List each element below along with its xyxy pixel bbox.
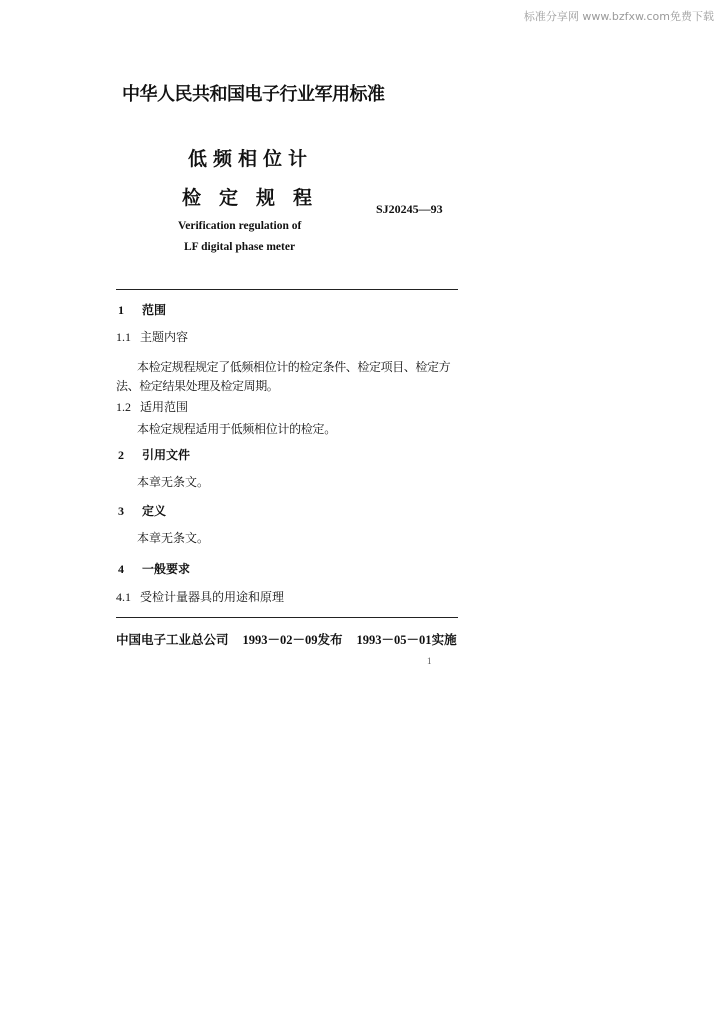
paragraph-scope-line2: 法、检定结果处理及检定周期。 bbox=[116, 379, 279, 393]
document-title-line1: 低频相位计 bbox=[188, 148, 314, 170]
section-number: 4 bbox=[118, 562, 124, 576]
effective-date: 1993－05－01 bbox=[356, 633, 432, 647]
issue-footer bbox=[116, 630, 457, 648]
section-label: 范围 bbox=[142, 303, 167, 317]
section-label: 引用文件 bbox=[142, 448, 191, 462]
english-title-line2: LF digital phase meter bbox=[184, 241, 296, 253]
section-heading-1 bbox=[118, 301, 166, 318]
section-number: 2 bbox=[118, 448, 124, 462]
subsection-heading-1-1 bbox=[116, 328, 188, 345]
section-heading-3 bbox=[118, 502, 166, 519]
document-title-line2: 检定规程 bbox=[182, 187, 331, 209]
section-number: 1.2 bbox=[116, 400, 131, 414]
bottom-divider bbox=[116, 617, 458, 618]
section-number: 1 bbox=[118, 303, 124, 317]
paragraph-applicability: 本检定规程适用于低频相位计的检定。 bbox=[137, 422, 336, 436]
section-label: 受检计量器具的用途和原理 bbox=[140, 590, 285, 604]
section-number: 1.1 bbox=[116, 330, 131, 344]
english-title-line1: Verification regulation of bbox=[178, 220, 302, 232]
issuer-name: 中国电子工业总公司 bbox=[116, 632, 229, 647]
standard-number: SJ20245—93 bbox=[376, 202, 443, 216]
paragraph-references: 本章无条文。 bbox=[137, 475, 210, 489]
section-label: 一般要求 bbox=[142, 562, 191, 576]
issue-date: 1993－02－09 bbox=[242, 633, 318, 647]
standard-category-heading: 中华人民共和国电子行业军用标准 bbox=[122, 84, 385, 105]
section-heading-4 bbox=[118, 560, 190, 577]
section-label: 适用范围 bbox=[140, 400, 189, 414]
issue-label: 发布 bbox=[317, 632, 343, 647]
section-heading-2 bbox=[118, 446, 190, 463]
top-divider bbox=[116, 289, 458, 290]
watermark: 标准分享网 www.bzfxw.com免费下载 bbox=[523, 10, 714, 23]
subsection-heading-1-2 bbox=[116, 398, 188, 415]
effective-label: 实施 bbox=[431, 632, 457, 647]
subsection-heading-4-1 bbox=[116, 588, 284, 605]
section-number: 4.1 bbox=[116, 590, 131, 604]
section-label: 主题内容 bbox=[140, 330, 189, 344]
section-number: 3 bbox=[118, 504, 124, 518]
section-label: 定义 bbox=[142, 504, 167, 518]
paragraph-definitions: 本章无条文。 bbox=[137, 531, 210, 545]
paragraph-scope-line1: 本检定规程规定了低频相位计的检定条件、检定项目、检定方 bbox=[137, 360, 451, 374]
page-number: 1 bbox=[427, 656, 432, 666]
